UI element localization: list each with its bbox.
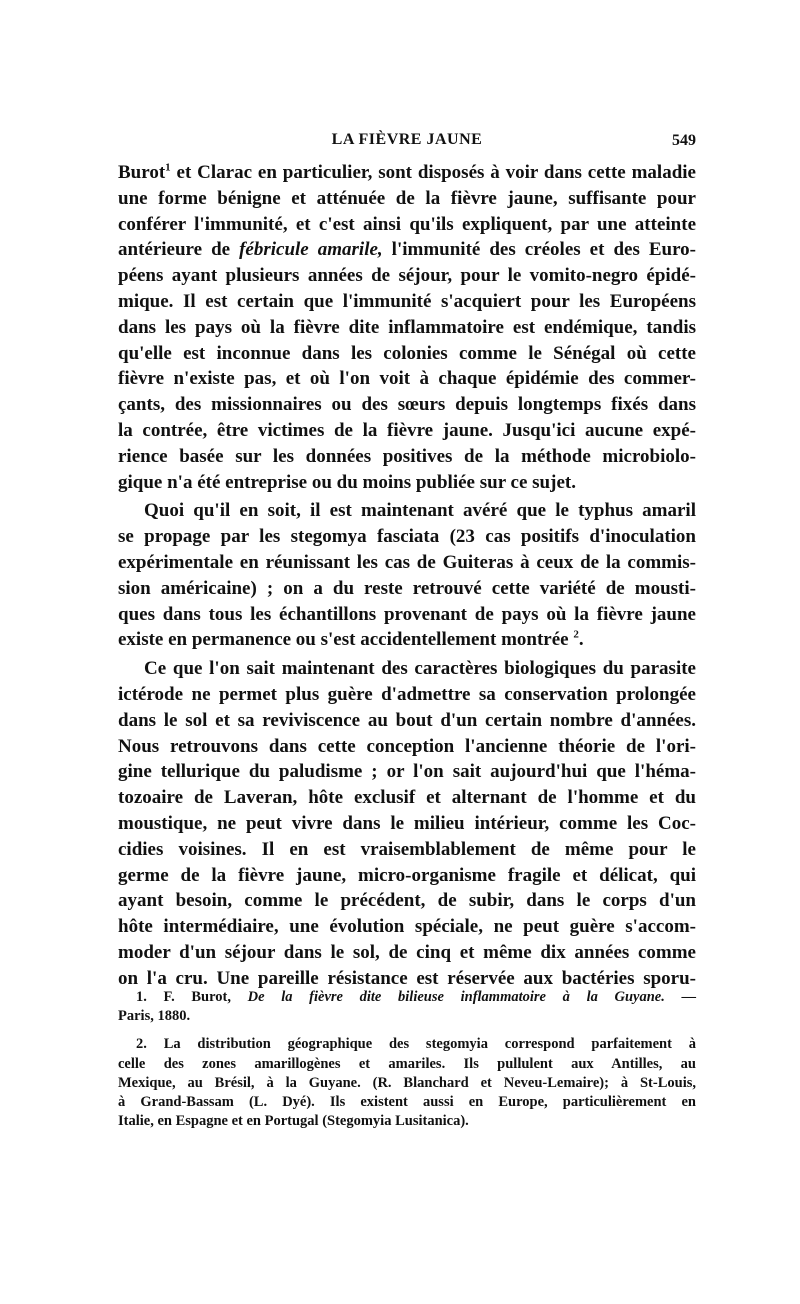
text-line: hôte intermédiaire, une évolution spéciale, ne peut guère s'accom- — [118, 916, 696, 938]
text-line: mique. Il est certain que l'immunité s'acquiert pour les Européens — [118, 290, 696, 312]
footnotes — [118, 988, 696, 1140]
page-header — [118, 131, 696, 159]
paragraph-3 — [118, 656, 696, 991]
italic-term: fébricule amarile, — [239, 239, 383, 261]
text-line: cidies voisines. Il en est vraisemblablement de même pour le — [118, 838, 696, 860]
text-line: moustique, ne peut vivre dans le milieu intérieur, comme les Coc- — [118, 812, 696, 834]
footnote-1 — [118, 988, 696, 1026]
text-line: qu'elle est inconnue dans les colonies comme le Sénégal où cette — [118, 342, 696, 364]
text-line: moder d'un séjour dans le sol, de cinq et même dix années comme — [118, 941, 696, 963]
text-line: rience basée sur les données positives de la méthode microbiolo- — [118, 445, 696, 467]
text-line: se propage par les stegomya fasciata (23 cas positifs d'inoculation — [118, 526, 696, 548]
footnote-line: Mexique, au Brésil, à la Guyane. (R. Blanchard et Neveu-Lemaire); à St-Louis, — [118, 1074, 696, 1091]
body-text — [118, 160, 696, 995]
text-line: gique n'a été entreprise ou du moins publiée sur ce sujet. — [118, 471, 576, 493]
paragraph-2 — [118, 498, 696, 653]
text-line: sion américaine) ; on a du reste retrouvé cette variété de mousti- — [118, 577, 696, 599]
text-line: Nous retrouvons dans cette conception l'ancienne théorie de l'ori- — [118, 735, 696, 757]
text-line: expérimentale en réunissant les cas de Guiteras à ceux de la commis- — [118, 551, 696, 573]
text-line: péens ayant plusieurs années de séjour, pour le vomito-negro épidé- — [118, 265, 696, 287]
running-title: LA FIÈVRE JAUNE — [331, 131, 483, 148]
paragraph-1 — [118, 160, 696, 495]
text-line: çants, des missionnaires ou des sœurs depuis longtemps fixés dans — [118, 394, 696, 416]
text-line: Quoi qu'il en soit, il est maintenant avéré que le typhus amaril — [144, 500, 696, 522]
text-line: on l'a cru. Une pareille résistance est réservée aux bactéries sporu- — [118, 967, 696, 989]
footnote-line: Italie, en Espagne et en Portugal (Stegomyia Lusitanica). — [118, 1113, 469, 1130]
footnote-2 — [118, 1035, 696, 1131]
text-line: antérieure de fébricule amarile, l'immunité des créoles et des Euro- — [118, 239, 697, 261]
page-number: 549 — [672, 132, 696, 149]
text-line: ayant besoin, comme le précédent, de subir, dans le corps d'un — [118, 890, 696, 912]
text-line: tozoaire de Laveran, hôte exclusif et alternant de l'homme et du — [118, 787, 696, 809]
text-line: ictérode ne permet plus guère d'admettre sa conservation prolongée — [118, 683, 696, 705]
text-line: dans le sol et sa reviviscence au bout d'un certain nombre d'années. — [118, 709, 696, 731]
text-line: la contrée, être victimes de la fièvre jaune. Jusqu'ici aucune expé- — [118, 419, 696, 441]
footnote-line: celle des zones amarillogènes et amariles. Ils pullulent aux Antilles, au — [118, 1055, 696, 1072]
text-line: existe en permanence ou s'est accidentellement montrée $^2$. — [118, 629, 584, 651]
footnote-title: De la fièvre dite bilieuse inflammatoire à la Guyane. — [247, 989, 665, 1005]
text-line: gine tellurique du paludisme ; or l'on sait aujourd'hui que l'héma- — [118, 761, 696, 783]
footnote-line: Paris, 1880. — [118, 1008, 191, 1025]
footnote-line: 1. F. Burot, De la fièvre dite bilieuse inflammatoire à la Guyane. — — [136, 989, 697, 1005]
text-line: fièvre n'existe pas, et où l'on voit à chaque épidémie des commer- — [118, 368, 696, 390]
footnote-ref: 1 — [165, 161, 171, 174]
footnote-ref: 2 — [573, 629, 579, 642]
text-line: ques dans tous les échantillons provenant de pays où la fièvre jaune — [118, 603, 696, 625]
text-line: conférer l'immunité, et c'est ainsi qu'ils expliquent, par une atteinte — [118, 213, 696, 235]
text-line: Ce que l'on sait maintenant des caractères biologiques du parasite — [144, 658, 696, 680]
text-line: Burot$^1$ et Clarac en particulier, sont disposés à voir dans cette maladie — [118, 161, 696, 183]
footnote-line: à Grand-Bassam (L. Dyé). Ils existent aussi en Europe, particulièrement en — [118, 1093, 696, 1110]
text-line: une forme bénigne et atténuée de la fièvre jaune, suffisante pour — [118, 187, 696, 209]
footnote-line: 2. La distribution géographique des stegomyia correspond parfaitement à — [136, 1036, 696, 1053]
text-line: dans les pays où la fièvre dite inflammatoire est endémique, tandis — [118, 316, 696, 338]
text-line: germe de la fièvre jaune, micro-organisme fragile et délicat, qui — [118, 864, 696, 886]
